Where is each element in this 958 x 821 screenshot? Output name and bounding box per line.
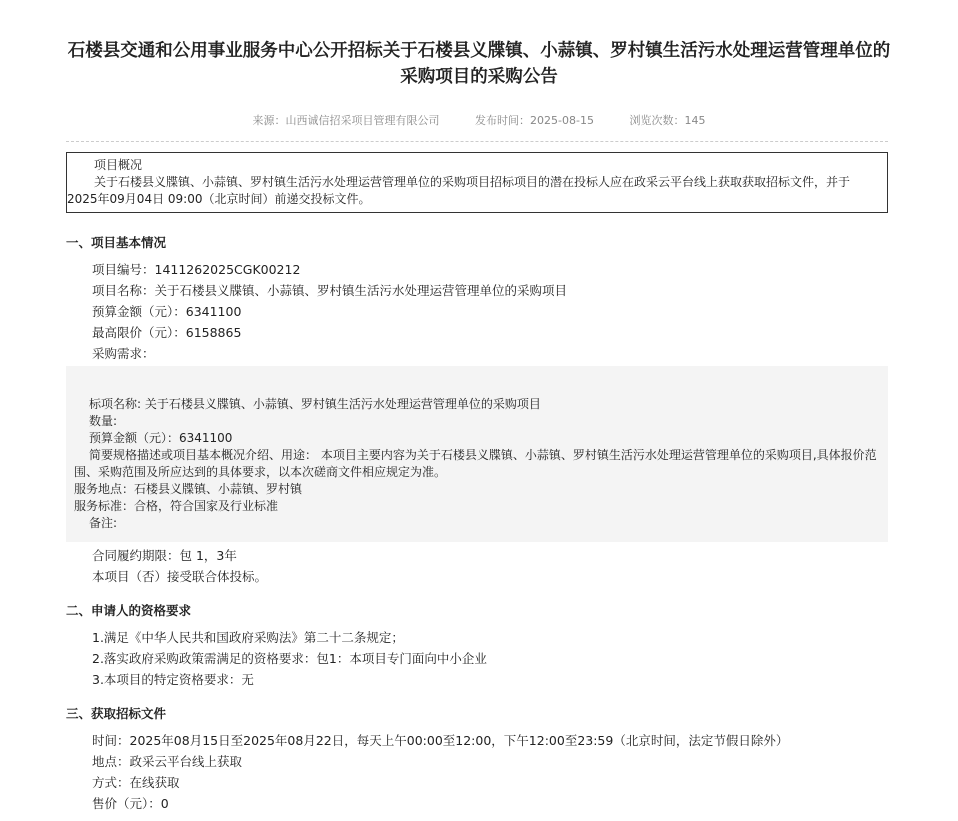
views-info: [629, 114, 705, 127]
procurement-requirement: 采购需求：: [92, 346, 155, 361]
qualification-item: 1.满足《中华人民共和国政府采购法》第二十二条规定；: [92, 630, 404, 645]
meta-divider: [66, 141, 888, 142]
source-info: [253, 114, 440, 127]
views-label: 浏览次数：: [629, 114, 685, 127]
project-number: 项目编号：1411262025CGK00212: [92, 262, 301, 277]
article-meta: [0, 112, 958, 128]
qualification-item: 2.落实政府采购政策需满足的资格要求：包1：本项目专门面向中小企业: [92, 651, 487, 666]
document-time: 时间：2025年08月15日至2025年08月22日，每天上午00:00至12:00，下午12:00至23:59（北京时间，法定节假日除外）: [92, 733, 789, 748]
overview-text: 关于石楼县义牒镇、小蒜镇、罗村镇生活污水处理运营管理单位的采购项目招标项目的潜在投标人应在政采云平台线上获取获取招标文件，并于2025年09月04日 09:00（北京时间）前递交投标文件。: [67, 175, 851, 206]
lot-description: 简要规格描述或项目基本概况介绍、用途： 本项目主要内容为关于石楼县义牒镇、小蒜镇、罗村镇生活污水处理运营管理单位的采购项目,具体报价范围、采购范围及所应达到的具体要求，以本次磋商文件相应规定为准。: [74, 448, 877, 479]
project-name: 项目名称：关于石楼县义牒镇、小蒜镇、罗村镇生活污水处理运营管理单位的采购项目: [92, 283, 568, 298]
service-location: 服务地点：石楼县义牒镇、小蒜镇、罗村镇: [74, 482, 303, 496]
source-value: 山西诚信招采项目管理有限公司: [285, 114, 440, 127]
max-price: 最高限价（元）：6158865: [92, 325, 242, 340]
section-heading-qualification: 二、申请人的资格要求: [66, 603, 192, 618]
publish-time: 2025-08-15: [530, 114, 594, 127]
section-heading-get-documents: 三、获取招标文件: [66, 706, 167, 721]
section-heading-basic-info: 一、项目基本情况: [66, 235, 167, 250]
views-count: 145: [684, 114, 706, 127]
document-method: 方式：在线获取: [92, 775, 180, 790]
overview-title: 项目概况: [94, 158, 143, 172]
document-price: 售价（元）：0: [92, 796, 169, 811]
publish-label: 发布时间：: [475, 114, 531, 127]
service-standard: 服务标准：合格，符合国家及行业标准: [74, 499, 279, 513]
source-label: 来源：: [252, 114, 286, 127]
document-place: 地点：政采云平台线上获取: [92, 754, 243, 769]
lot-remark: 备注:: [89, 516, 118, 530]
contract-period: 合同履约期限：包 1，3年: [92, 548, 237, 563]
lot-name: 标项名称: 关于石楼县义牒镇、小蒜镇、罗村镇生活污水处理运营管理单位的采购项目: [89, 397, 541, 411]
budget-amount: 预算金额（元）：6341100: [92, 304, 242, 319]
publish-info: [475, 114, 594, 127]
lot-quantity: 数量:: [89, 414, 118, 428]
page-title: 石楼县交通和公用事业服务中心公开招标关于石楼县义牒镇、小蒜镇、罗村镇生活污水处理运营管理单位的采购项目的采购公告: [67, 41, 891, 87]
qualification-item: 3.本项目的特定资格要求：无: [92, 672, 254, 687]
overview-box: [66, 152, 888, 213]
lot-budget: 预算金额（元）：6341100: [89, 431, 233, 445]
consortium-note: 本项目（否）接受联合体投标。: [92, 569, 268, 584]
